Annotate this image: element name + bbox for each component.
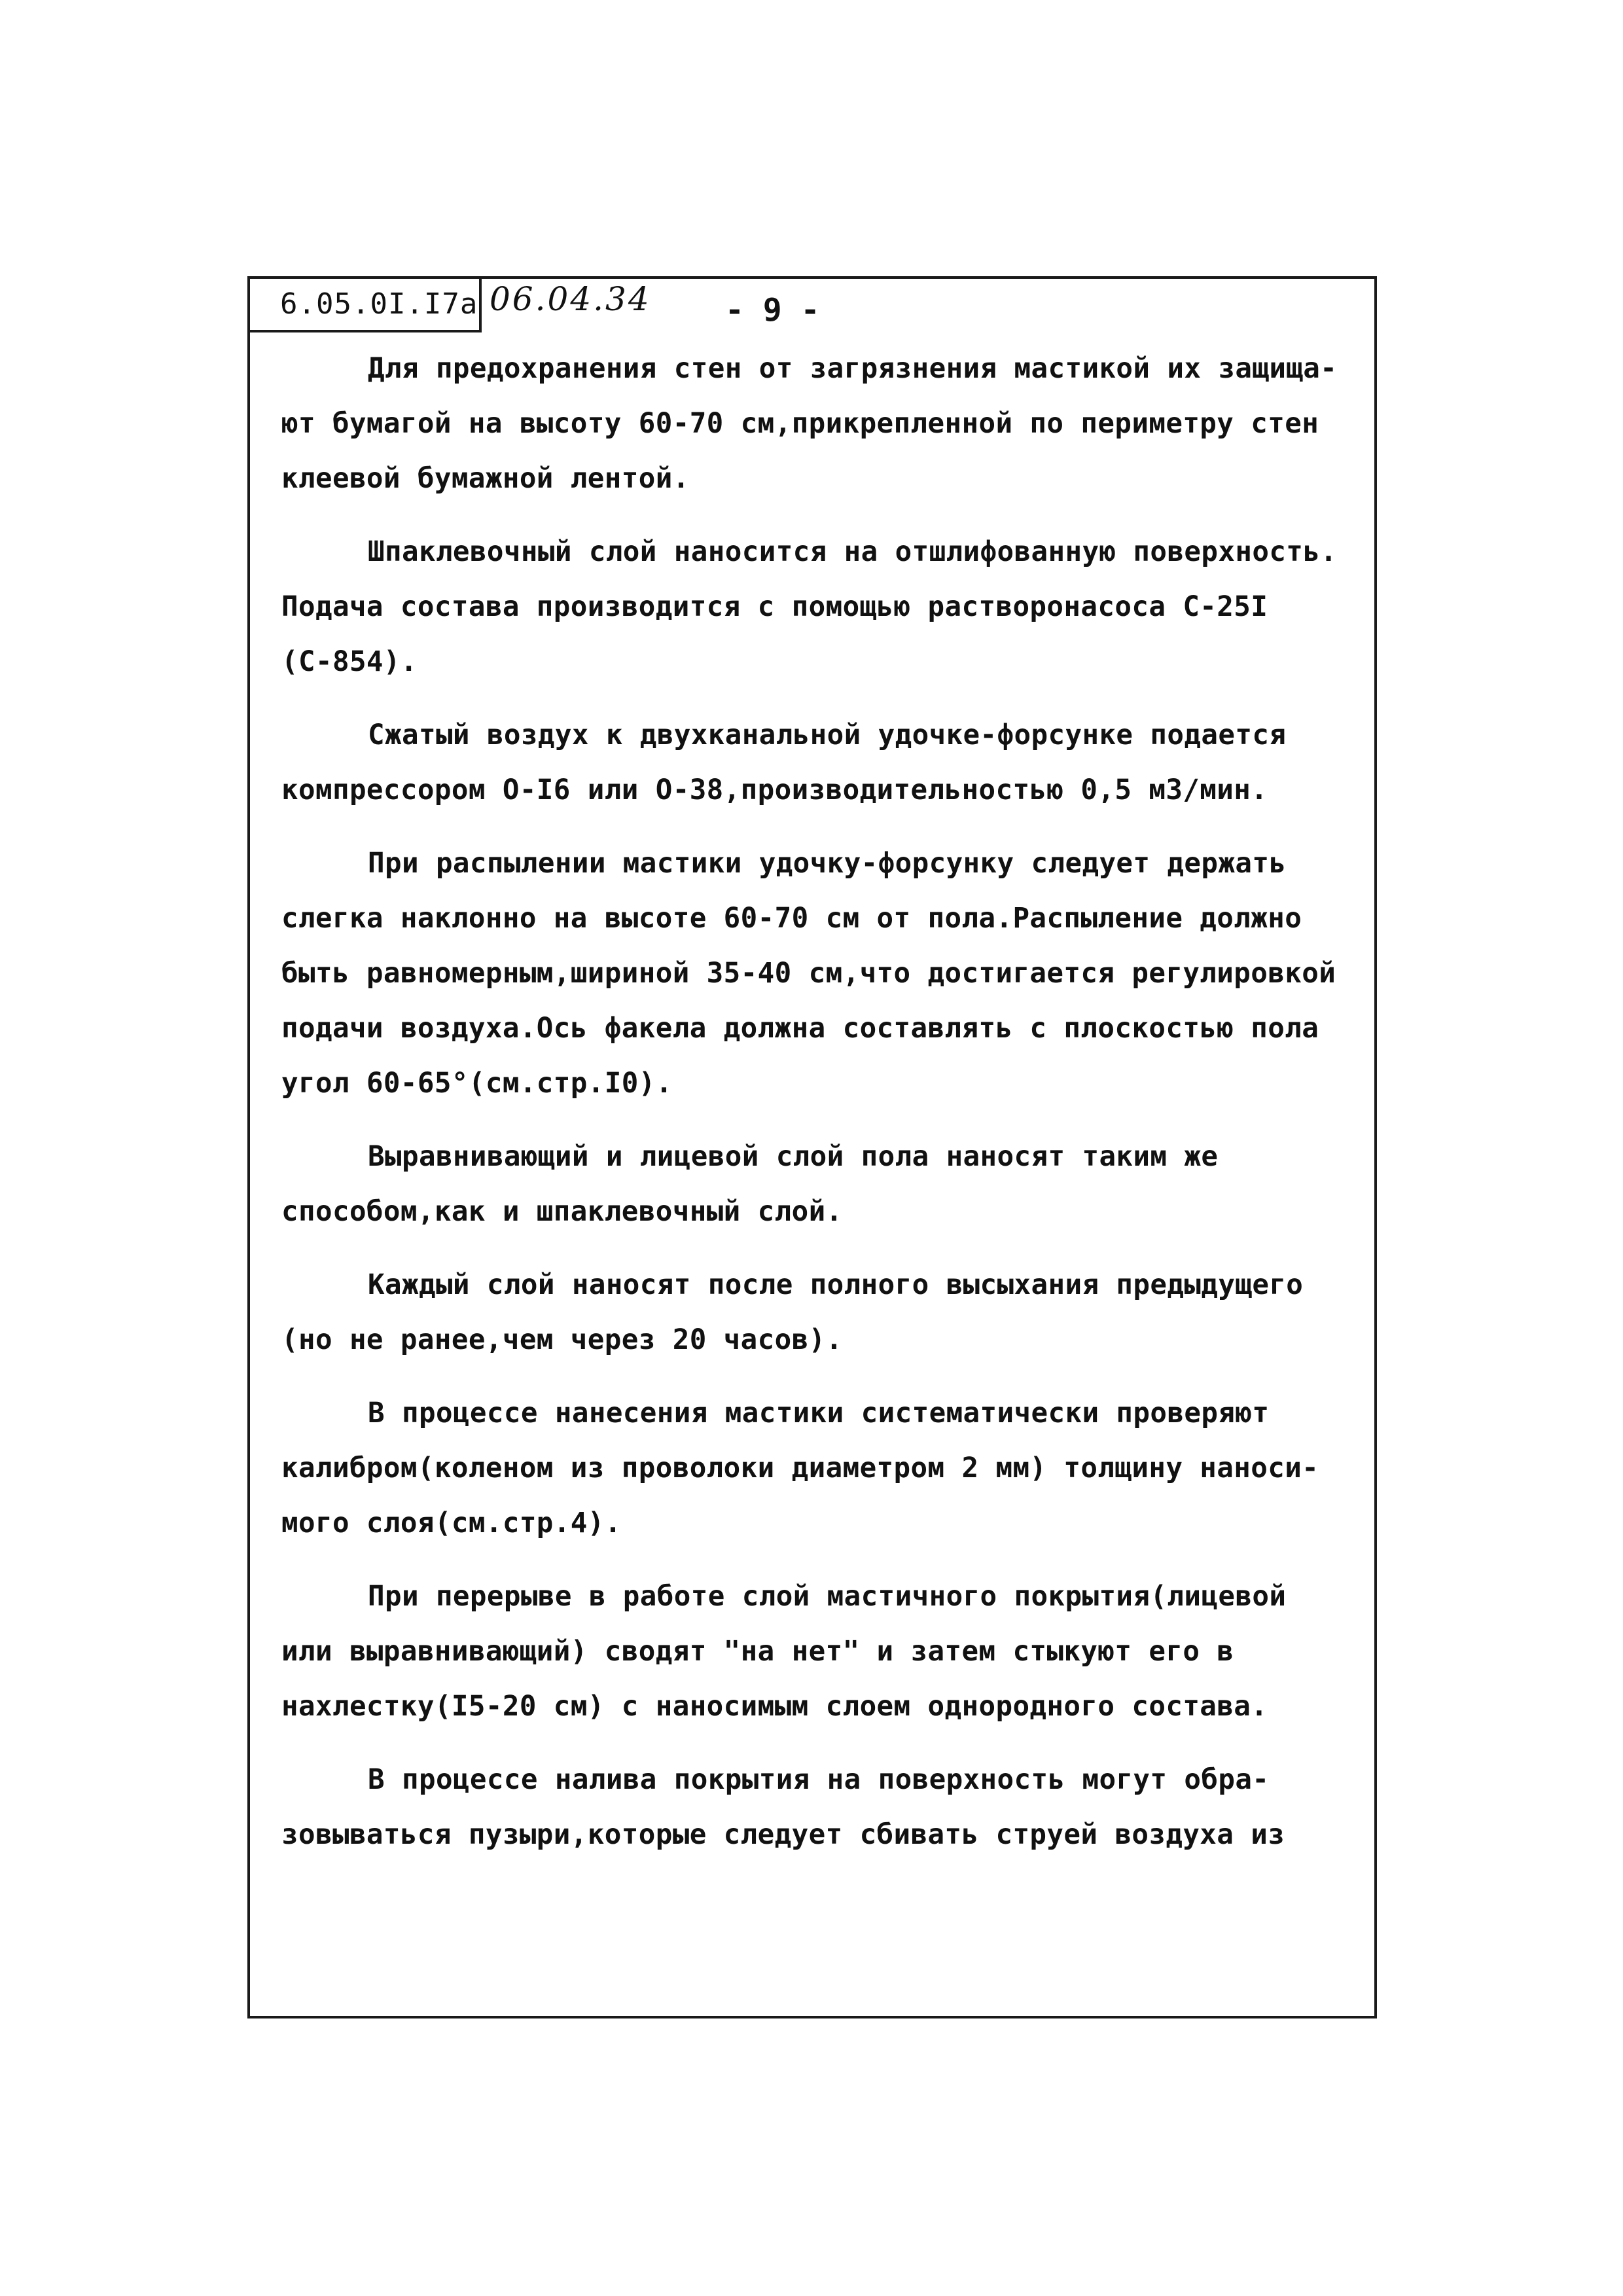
paragraph-work-break bbox=[281, 1570, 1355, 1734]
text-line: компрессором О-I6 или О-38,производительностью 0,5 м3/мин. bbox=[281, 774, 1268, 806]
body-text bbox=[281, 342, 1355, 1881]
text-line: (но не ранее,чем через 20 часов). bbox=[281, 1324, 843, 1356]
text-line: Для предохранения стен от загрязнения мастикой их защища- bbox=[368, 353, 1338, 385]
paragraph-thickness-check bbox=[281, 1386, 1355, 1551]
text-line: В процессе налива покрытия на поверхность могут обра- bbox=[368, 1764, 1270, 1796]
text-line: Шпаклевочный слой наносится на отшлифованную поверхность. bbox=[368, 536, 1338, 568]
text-line: угол 60-65°(см.стр.I0). bbox=[281, 1067, 673, 1100]
text-line: слегка наклонно на высоте 60-70 см от пола.Распыление должно bbox=[281, 903, 1302, 935]
text-line: ют бумагой на высоту 60-70 см,прикрепленной по периметру стен bbox=[281, 408, 1319, 440]
text-line: (С-854). bbox=[281, 646, 418, 678]
text-line: способом,как и шпаклевочный слой. bbox=[281, 1196, 843, 1228]
text-line: нахлестку(I5-20 см) с наносимым слоем однородного состава. bbox=[281, 1691, 1268, 1723]
text-line: мого слоя(см.стр.4). bbox=[281, 1507, 622, 1539]
page-number: - 9 - bbox=[725, 292, 820, 329]
text-line: Подача состава производится с помощью растворонасоса С-25I bbox=[281, 591, 1268, 623]
paragraph-bubbles bbox=[281, 1753, 1355, 1863]
paragraph-wall-protection bbox=[281, 342, 1355, 507]
text-line: В процессе нанесения мастики систематически проверяют bbox=[368, 1397, 1270, 1429]
text-line: Каждый слой наносят после полного высыхания предыдущего bbox=[368, 1269, 1304, 1301]
paragraph-leveling-layer bbox=[281, 1130, 1355, 1240]
text-line: Сжатый воздух к двухканальной удочке-форсунке подается bbox=[368, 719, 1287, 751]
text-line: При перерыве в работе слой мастичного покрытия(лицевой bbox=[368, 1581, 1287, 1613]
text-line: зовываться пузыри,которые следует сбивать струей воздуха из bbox=[281, 1819, 1285, 1851]
text-line: подачи воздуха.Ось факела должна составлять с плоскостью пола bbox=[281, 1013, 1319, 1045]
text-line: быть равномерным,шириной 35-40 см,что достигается регулировкой bbox=[281, 958, 1336, 990]
text-line: калибром(коленом из проволоки диаметром 2 мм) толщину наноси- bbox=[281, 1452, 1319, 1484]
handwritten-date: 06.04.34 bbox=[490, 280, 651, 318]
text-line: или выравнивающий) сводят "на нет" и затем стыкуют его в bbox=[281, 1636, 1234, 1668]
text-line: При распылении мастики удочку-форсунку следует держать bbox=[368, 848, 1287, 880]
paragraph-putty-layer bbox=[281, 525, 1355, 690]
paragraph-compressed-air bbox=[281, 708, 1355, 818]
paragraph-drying bbox=[281, 1258, 1355, 1368]
text-line: Выравнивающий и лицевой слой пола наносят таким же bbox=[368, 1141, 1219, 1173]
text-line: клеевой бумажной лентой. bbox=[281, 463, 690, 495]
paragraph-spraying bbox=[281, 836, 1355, 1111]
document-code: 6.05.0I.I7a bbox=[247, 276, 482, 332]
